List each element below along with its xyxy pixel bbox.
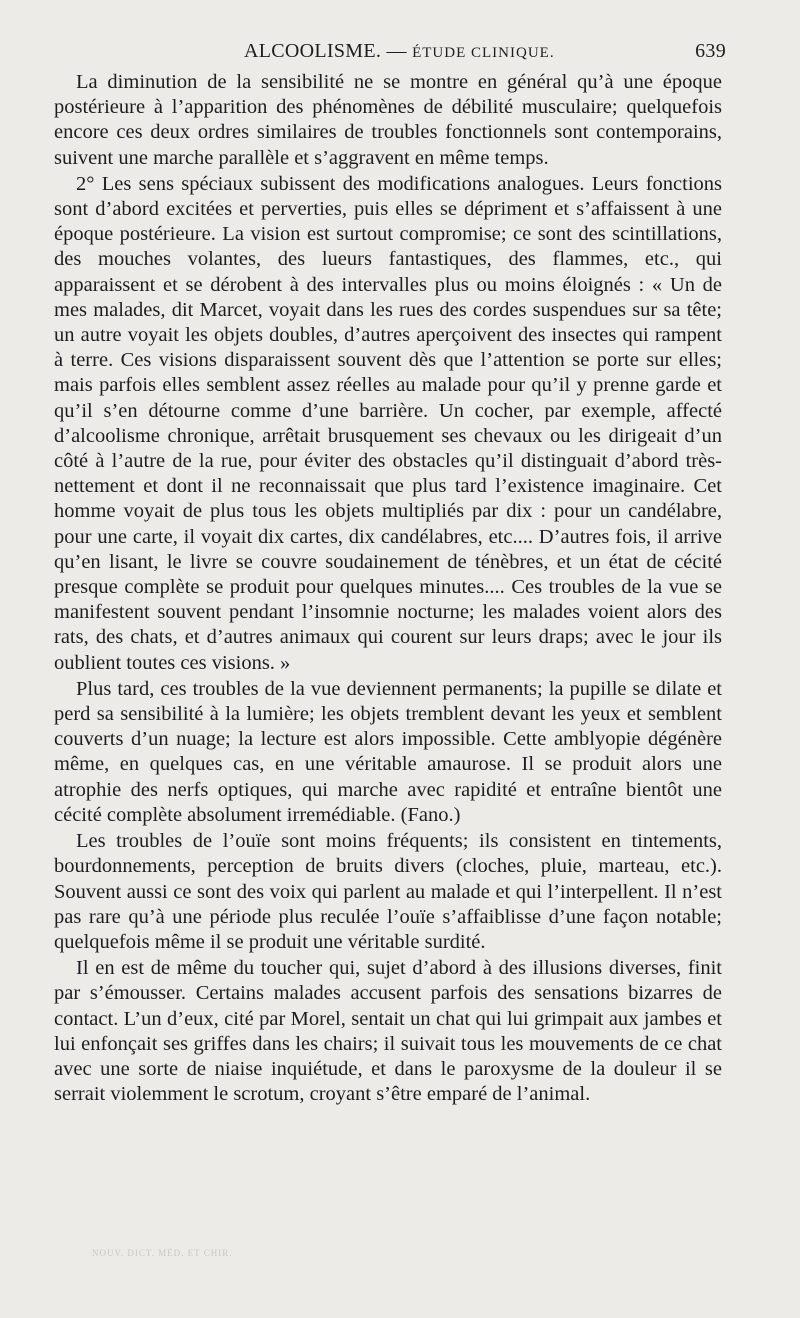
- header-separator: —: [381, 40, 413, 62]
- paragraph-sens-speciaux: 2° Les sens spéciaux subissent des modifications analogues. Leurs fonctions sont d’abord excitées et perverties, puis elles se dépriment et s’affaissent à une époque postérieure. La vision est surtout compromise; ce sont des scintillations, des mouches volantes, des lueurs fantastiques, des flammes, etc., qui apparaissent et se dérobent à des intervalles plus ou moins éloignés : « Un de mes malades, dit Marcet, voyait dans les rues des cordes suspendues sur sa tête; un autre voyait les objets doubles, d’autres aperçoivent des insectes qui rampent à terre. Ces visions disparaissent souvent dès que l’attention se porte sur elles; mais parfois elles semblent assez réelles au malade pour qu’il y prenne garde et qu’il s’en détourne comme d’une barrière. Un cocher, par exemple, affecté d’alcoolisme chronique, arrêtait brusquement ses chevaux ou les dirigeait d’un côté à l’autre de la rue, pour éviter des obstacles qu’il distinguait d’abord très-nettement et dont il ne reconnaissait que plus tard l’existence imaginaire. Cet homme voyait de plus tous les objets multipliés par dix : pour un candélabre, pour une carte, il voyait dix cartes, dix candélabres, etc.... D’autres fois, il arrive qu’en lisant, le livre se couvre soudainement de ténèbres, et un état de cécité presque complète se produit pour quelques minutes.... Ces troubles de la vue se manifestent souvent pendant l’insomnie nocturne; les malades voient alors des rats, des chats, et d’autres animaux qui courent sur leurs draps; avec le jour ils oublient toutes ces visions. »: [54, 172, 722, 674]
- body-text: [54, 70, 722, 1107]
- paragraph-amblyopie: Plus tard, ces troubles de la vue deviennent permanents; la pupille se dilate et perd sa sensibilité à la lumière; les objets tremblent devant les yeux et semblent couverts d’un nuage; la lecture est alors impossible. Cette amblyopie dégénère même, en quelques cas, en une véritable amaurose. Il se produit alors une atrophie des nerfs optiques, qui marche avec rapidité et entraîne bientôt une cécité complète absolument irremédiable. (Fano.): [54, 677, 722, 826]
- header-title-group: [244, 36, 555, 68]
- bleed-through-footer: NOUV. DICT. MÉD. ET CHIR.: [92, 1248, 233, 1258]
- paragraph-ouie: Les troubles de l’ouïe sont moins fréquents; ils consistent en tintements, bourdonnements, perception de bruits divers (cloches, pluie, marteau, etc.). Souvent aussi ce sont des voix qui parlent au malade et qui l’interpellent. Il n’est pas rare qu’à une période plus reculée l’ouïe s’affaiblisse d’une façon notable; quelquefois même il se produit une véritable surdité.: [54, 830, 722, 953]
- header-subtitle: ÉTUDE CLINIQUE.: [412, 45, 555, 61]
- header-title: ALCOOLISME.: [244, 40, 382, 62]
- running-header: [54, 36, 726, 66]
- paragraph-toucher: Il en est de même du toucher qui, sujet d’abord à des illusions diverses, finit par s’émousser. Certains malades accusent parfois des sensations bizarres de contact. L’un d’eux, cité par Morel, sentait un chat qui lui grimpait aux jambes et lui enfonçait ses griffes dans les chairs; il suivait tous les mouvements de ce chat avec une sorte de niaise inquiétude, et dans le paroxysme de la douleur il se serrait violemment le scrotum, croyant s’être emparé de l’animal.: [54, 957, 722, 1106]
- paragraph-sensibilite: La diminution de la sensibilité ne se montre en général qu’à une époque postérieure à l’apparition des phénomènes de débilité musculaire; quelquefois encore ces deux ordres similaires de troubles fonctionnels sont contemporains, suivent une marche parallèle et s’aggravent en même temps.: [54, 71, 722, 169]
- page-number: 639: [695, 40, 726, 62]
